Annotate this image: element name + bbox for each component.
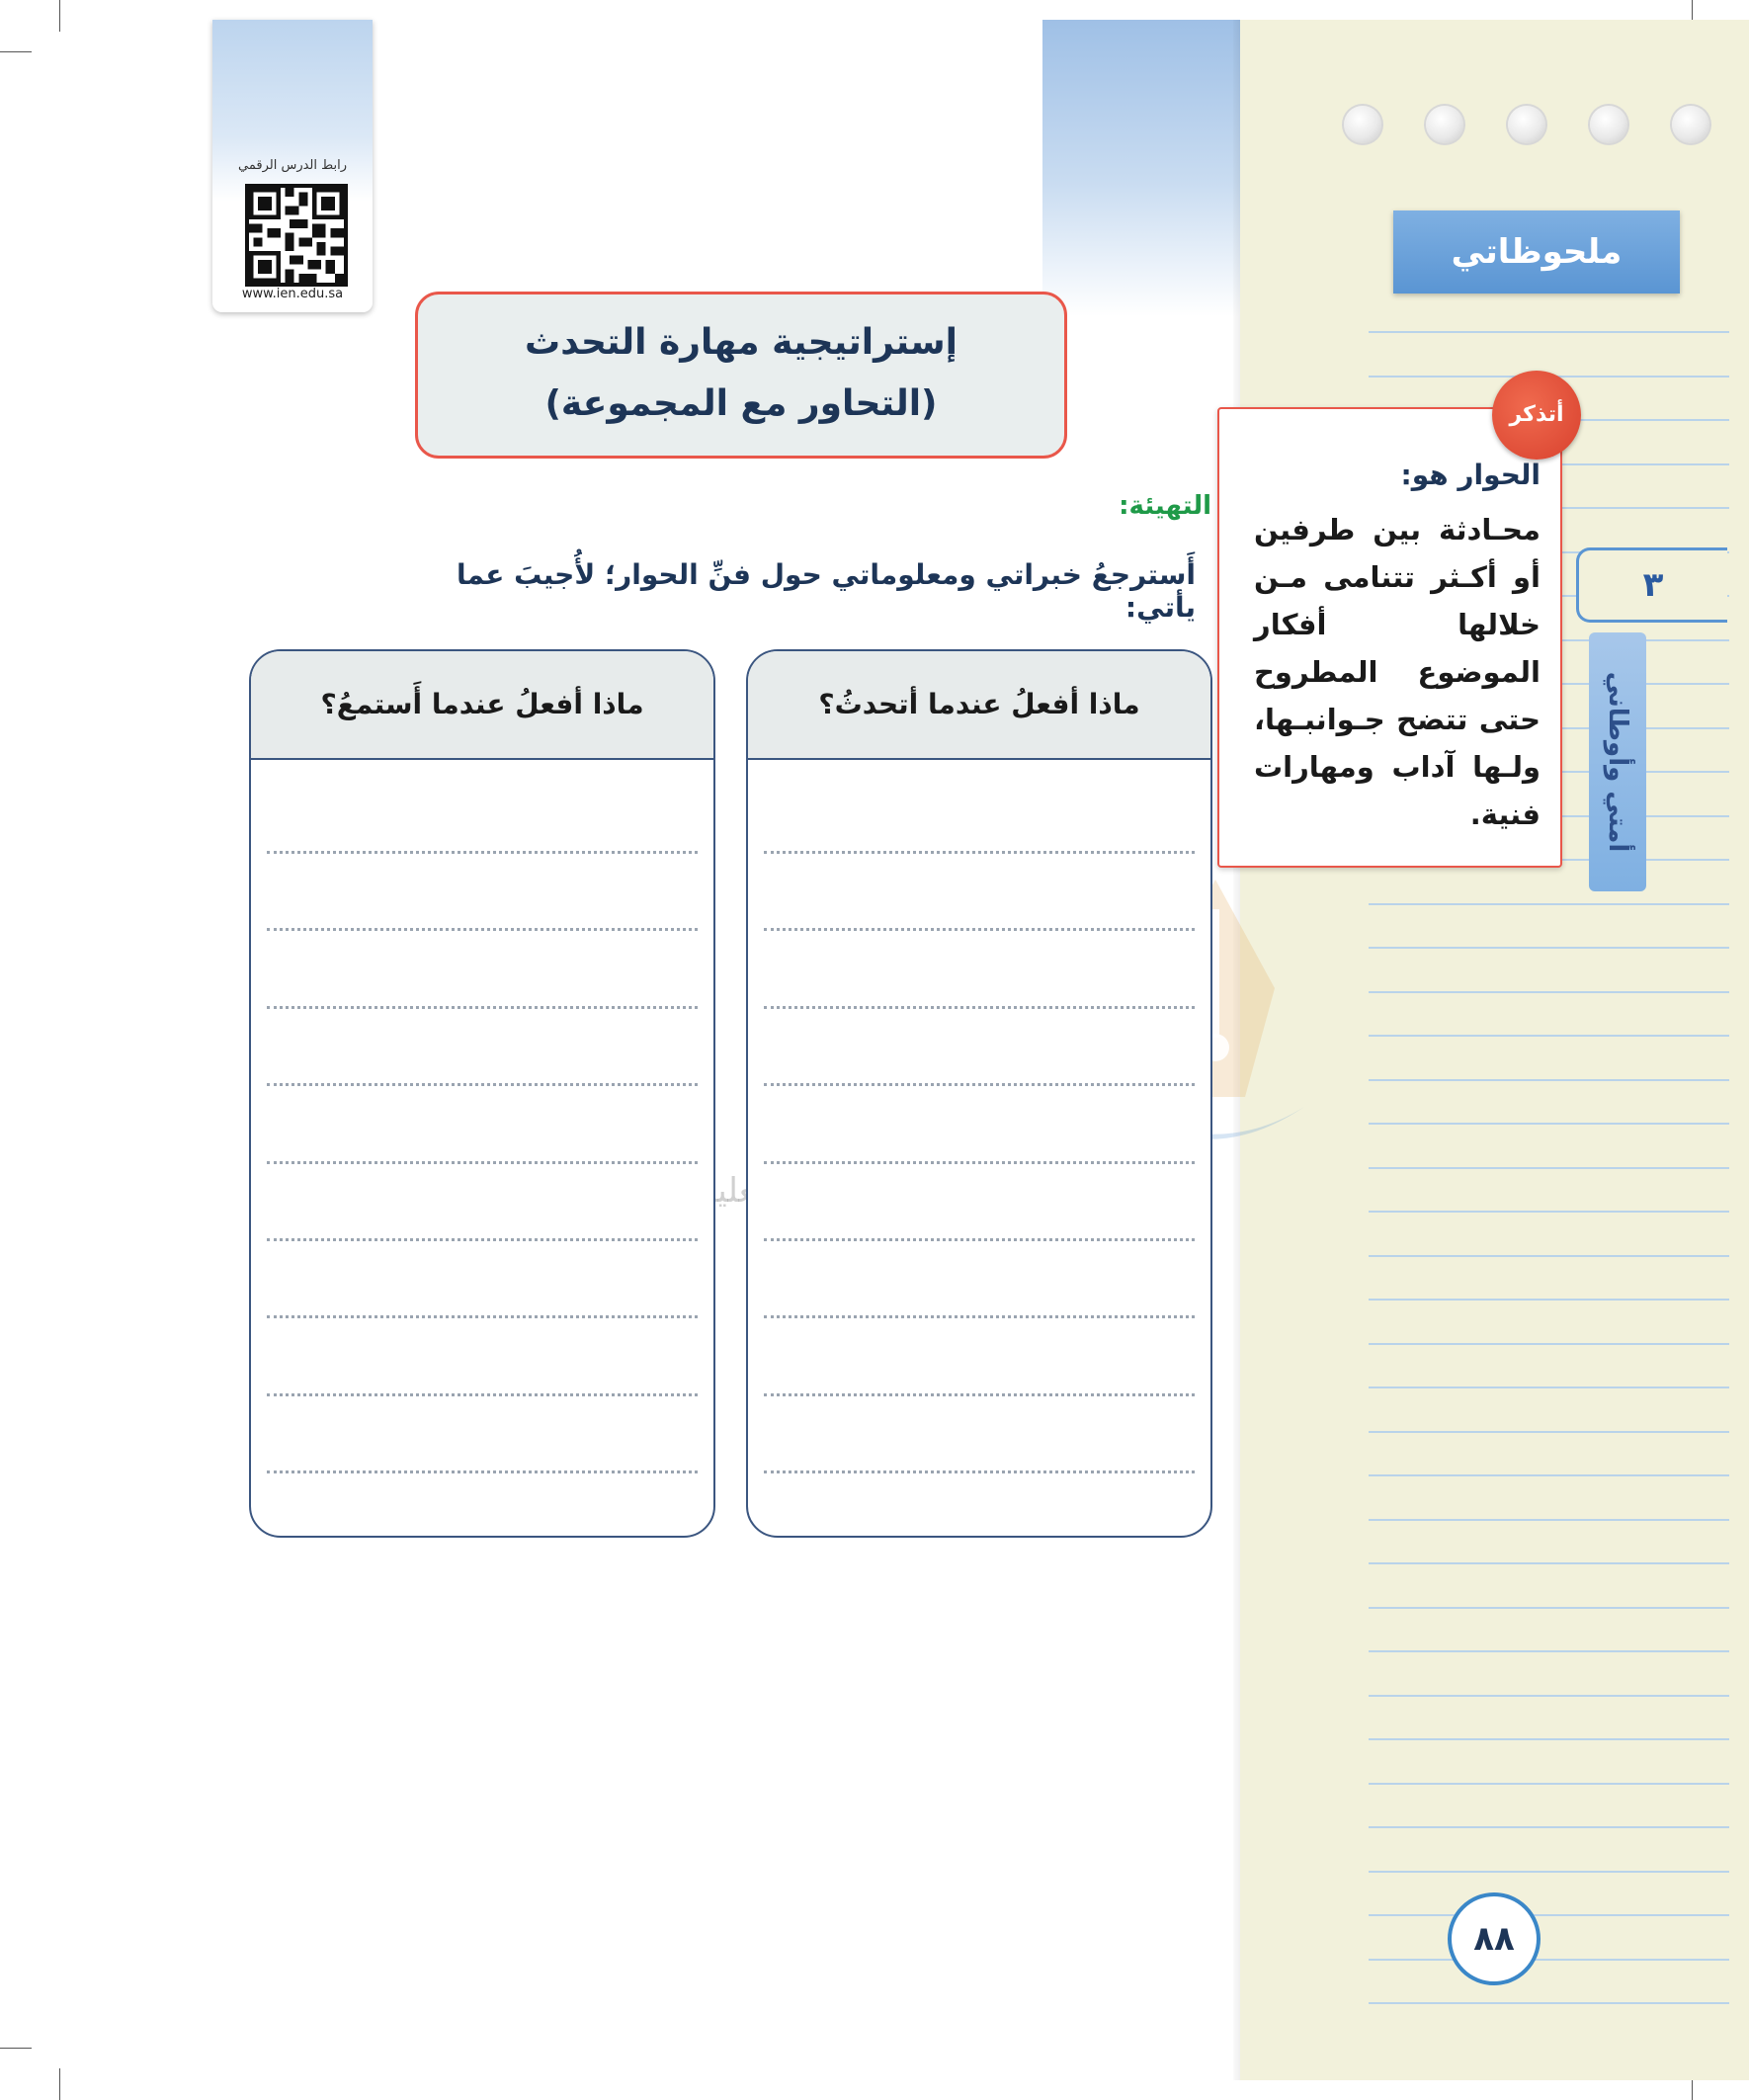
binder-hole	[1672, 106, 1709, 143]
answer-line[interactable]	[267, 1006, 698, 1009]
remember-card	[1217, 407, 1562, 868]
answer-line[interactable]	[267, 1238, 698, 1241]
crop-mark	[0, 51, 32, 52]
unit-label-tab	[1589, 632, 1646, 891]
ruled-line	[1369, 1871, 1729, 1873]
ruled-line	[1369, 1431, 1729, 1433]
answer-line[interactable]	[764, 1238, 1195, 1241]
answer-line[interactable]	[764, 1083, 1195, 1086]
remember-badge: أتذكر	[1492, 371, 1581, 460]
ruled-line	[1369, 1079, 1729, 1081]
ruled-line	[1369, 1959, 1729, 1961]
speaking-column-header: ماذا أفعلُ عندما أتحدثُ؟	[748, 651, 1210, 760]
ruled-line	[1369, 991, 1729, 993]
notes-panel	[1240, 20, 1749, 2080]
ruled-line	[1369, 947, 1729, 949]
binder-hole	[1344, 106, 1381, 143]
unit-label: أمتي وأوطاني	[1603, 671, 1632, 853]
ruled-line	[1369, 1123, 1729, 1125]
answer-line[interactable]	[267, 1315, 698, 1318]
answer-line[interactable]	[764, 1161, 1195, 1164]
lesson-title-box	[415, 292, 1067, 459]
warmup-heading: التهيئة:	[1119, 491, 1211, 521]
binder-hole	[1426, 106, 1463, 143]
remember-heading: الحوار هو:	[1400, 459, 1541, 491]
ruled-line	[1369, 1607, 1729, 1609]
notes-tab: ملحوظاتي	[1393, 210, 1680, 294]
crop-mark	[59, 0, 60, 32]
unit-number: ٣	[1576, 547, 1727, 623]
speaking-column	[746, 649, 1212, 1538]
answer-line[interactable]	[764, 851, 1195, 854]
binder-hole	[1508, 106, 1545, 143]
ruled-line	[1369, 1299, 1729, 1301]
ruled-line	[1369, 331, 1729, 333]
answer-line[interactable]	[764, 1470, 1195, 1473]
answer-line[interactable]	[267, 1161, 698, 1164]
ruled-line	[1369, 1386, 1729, 1388]
ruled-line	[1369, 1211, 1729, 1213]
ruled-line	[1369, 903, 1729, 905]
ruled-line	[1369, 1255, 1729, 1257]
crop-mark	[0, 2048, 32, 2049]
listening-column	[249, 649, 715, 1538]
qr-card[interactable]	[212, 20, 373, 312]
ruled-line	[1369, 2002, 1729, 2004]
answer-line[interactable]	[267, 1083, 698, 1086]
ruled-line	[1369, 1914, 1729, 1916]
watermark-sub: التعليمي	[670, 1171, 786, 1211]
ruled-line	[1369, 1650, 1729, 1652]
binder-hole	[1590, 106, 1627, 143]
answer-line[interactable]	[267, 1470, 698, 1473]
listening-column-header: ماذا أفعلُ عندما أَستمعُ؟	[251, 651, 713, 760]
crop-mark	[59, 2068, 60, 2100]
qr-label: رابط الدرس الرقمي	[238, 158, 347, 173]
ruled-line	[1369, 1035, 1729, 1037]
ruled-line	[1369, 1474, 1729, 1476]
answer-line[interactable]	[764, 928, 1195, 931]
warmup-instruction: أَسترجعُ خبراتي ومعلوماتي حول فنِّ الحوار؛ لأُجيبَ عما يأتي:	[456, 558, 1196, 624]
ruled-line	[1369, 1519, 1729, 1521]
ruled-line	[1369, 1695, 1729, 1697]
ruled-line	[1369, 1167, 1729, 1169]
qr-url[interactable]: www.ien.edu.sa	[241, 287, 344, 301]
ruled-line	[1369, 1783, 1729, 1785]
lesson-subtitle: (التحاور مع المجموعة)	[544, 383, 938, 424]
ruled-line	[1369, 1343, 1729, 1345]
ruled-line	[1369, 1826, 1729, 1828]
answer-line[interactable]	[764, 1006, 1195, 1009]
answer-line[interactable]	[764, 1315, 1195, 1318]
answer-line[interactable]	[267, 928, 698, 931]
page-number: ٨٨	[1448, 1892, 1541, 1985]
answer-line[interactable]	[267, 851, 698, 854]
lesson-title: إستراتيجية مهارة التحدث	[525, 322, 958, 363]
qr-code-icon[interactable]	[245, 184, 348, 287]
answer-line[interactable]	[267, 1393, 698, 1396]
ruled-line	[1369, 1738, 1729, 1740]
remember-body: محـادثة بين طرفين أو أكـثر تتنامى مـن خلالها أفكار الموضوع المطروح حتى تتضح جـوانبـها، ولـها آداب ومهارات فنية.	[1254, 513, 1541, 831]
ruled-line	[1369, 1562, 1729, 1564]
answer-line[interactable]	[764, 1393, 1195, 1396]
